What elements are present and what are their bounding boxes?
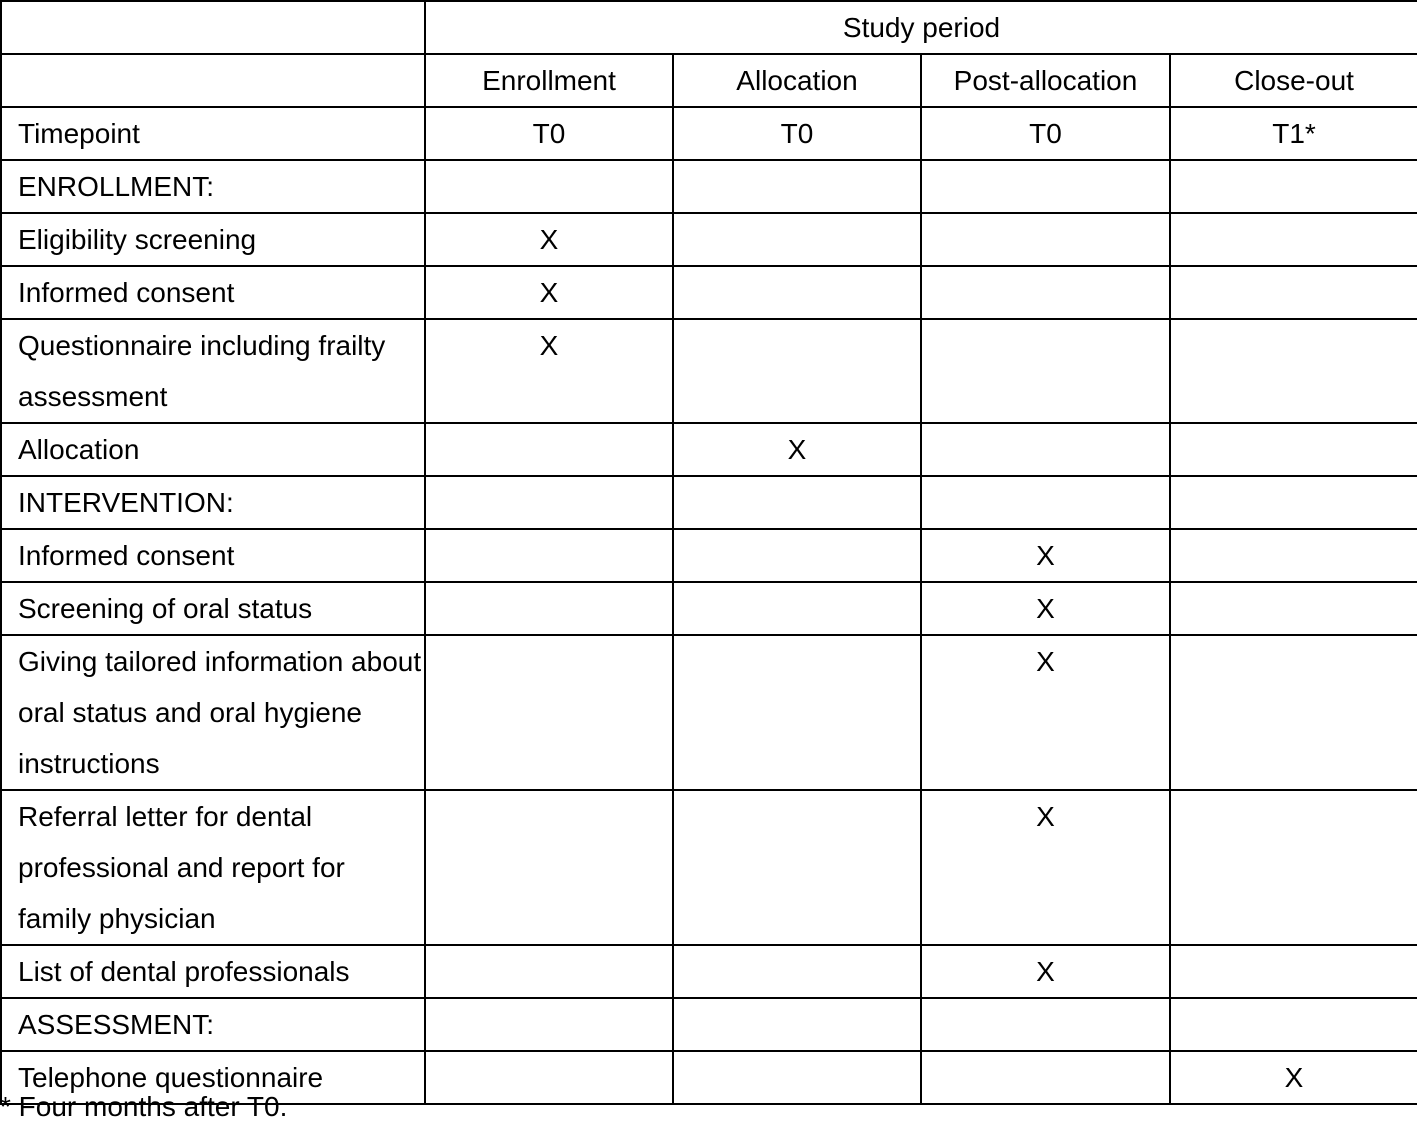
table-cell: T0 — [673, 107, 921, 160]
table-cell — [673, 213, 921, 266]
table-row — [1, 998, 1417, 1051]
header-row-phases — [1, 54, 1417, 107]
table-cell: X — [921, 945, 1170, 998]
table-cell — [1170, 998, 1417, 1051]
table-row — [1, 476, 1417, 529]
row-label: Screening of oral status — [1, 582, 425, 635]
section-label: ENROLLMENT: — [1, 160, 425, 213]
table-cell — [1170, 213, 1417, 266]
table-row — [1, 790, 1417, 945]
table-cell — [921, 423, 1170, 476]
table-row — [1, 635, 1417, 790]
table-row — [1, 213, 1417, 266]
table-cell — [425, 529, 673, 582]
table-cell — [425, 945, 673, 998]
table-row — [1, 266, 1417, 319]
table-cell — [1170, 582, 1417, 635]
table-cell — [921, 213, 1170, 266]
table-cell — [1170, 529, 1417, 582]
table-cell: X — [921, 529, 1170, 582]
header-corner-cell — [1, 54, 425, 107]
table-cell — [673, 635, 921, 790]
table-row — [1, 107, 1417, 160]
table-cell — [673, 319, 921, 423]
table-cell — [1170, 790, 1417, 945]
section-label: INTERVENTION: — [1, 476, 425, 529]
table-cell — [673, 790, 921, 945]
table-cell — [1170, 423, 1417, 476]
table-cell: X — [425, 319, 673, 423]
table-cell — [1170, 476, 1417, 529]
table-cell — [1170, 945, 1417, 998]
row-label: Questionnaire including frailty assessment — [1, 319, 425, 423]
row-label: Referral letter for dental professional and report for family physician — [1, 790, 425, 945]
table-cell — [1170, 635, 1417, 790]
table-cell — [1170, 266, 1417, 319]
row-label: Informed consent — [1, 266, 425, 319]
table-cell — [425, 476, 673, 529]
table-cell — [921, 1051, 1170, 1104]
table-cell — [1170, 160, 1417, 213]
table-cell: X — [673, 423, 921, 476]
table-row — [1, 529, 1417, 582]
table-cell — [673, 582, 921, 635]
table-cell — [425, 582, 673, 635]
footnote: * Four months after T0. — [0, 1091, 288, 1122]
table-row — [1, 582, 1417, 635]
table-body — [1, 1, 1417, 1104]
table-cell — [1170, 319, 1417, 423]
study-period-header: Study period — [425, 1, 1417, 54]
table-cell: X — [921, 582, 1170, 635]
row-label: List of dental professionals — [1, 945, 425, 998]
table-cell: T0 — [921, 107, 1170, 160]
table-cell — [673, 945, 921, 998]
table-cell: T0 — [425, 107, 673, 160]
table-cell — [425, 160, 673, 213]
phase-header-enrollment: Enrollment — [425, 54, 673, 107]
table-row — [1, 945, 1417, 998]
phase-header-allocation: Allocation — [673, 54, 921, 107]
row-label: Informed consent — [1, 529, 425, 582]
table-cell: X — [425, 213, 673, 266]
table-cell — [425, 635, 673, 790]
header-row-study-period — [1, 1, 1417, 54]
table-cell — [425, 423, 673, 476]
table-cell — [921, 266, 1170, 319]
header-corner-cell — [1, 1, 425, 54]
table-cell — [673, 266, 921, 319]
table-cell: X — [921, 790, 1170, 945]
table-cell: T1* — [1170, 107, 1417, 160]
table-cell — [921, 476, 1170, 529]
table-cell — [673, 160, 921, 213]
section-label: ASSESSMENT: — [1, 998, 425, 1051]
row-label: Timepoint — [1, 107, 425, 160]
table-cell — [673, 1051, 921, 1104]
table-row — [1, 160, 1417, 213]
row-label: Giving tailored information about oral status and oral hygiene instructions — [1, 635, 425, 790]
table-cell — [921, 319, 1170, 423]
table-row — [1, 319, 1417, 423]
table-cell — [673, 998, 921, 1051]
table-cell — [425, 1051, 673, 1104]
table-cell: X — [921, 635, 1170, 790]
table-cell — [921, 160, 1170, 213]
phase-header-close-out: Close-out — [1170, 54, 1417, 107]
table-row — [1, 423, 1417, 476]
row-label: Allocation — [1, 423, 425, 476]
phase-header-post-allocation: Post-allocation — [921, 54, 1170, 107]
table-cell — [921, 998, 1170, 1051]
table-cell — [673, 476, 921, 529]
row-label: Eligibility screening — [1, 213, 425, 266]
table-cell — [425, 790, 673, 945]
row-label: Telephone questionnaire — [1, 1051, 425, 1104]
table-cell — [673, 529, 921, 582]
table-cell: X — [425, 266, 673, 319]
table-cell: X — [1170, 1051, 1417, 1104]
table-cell — [425, 998, 673, 1051]
